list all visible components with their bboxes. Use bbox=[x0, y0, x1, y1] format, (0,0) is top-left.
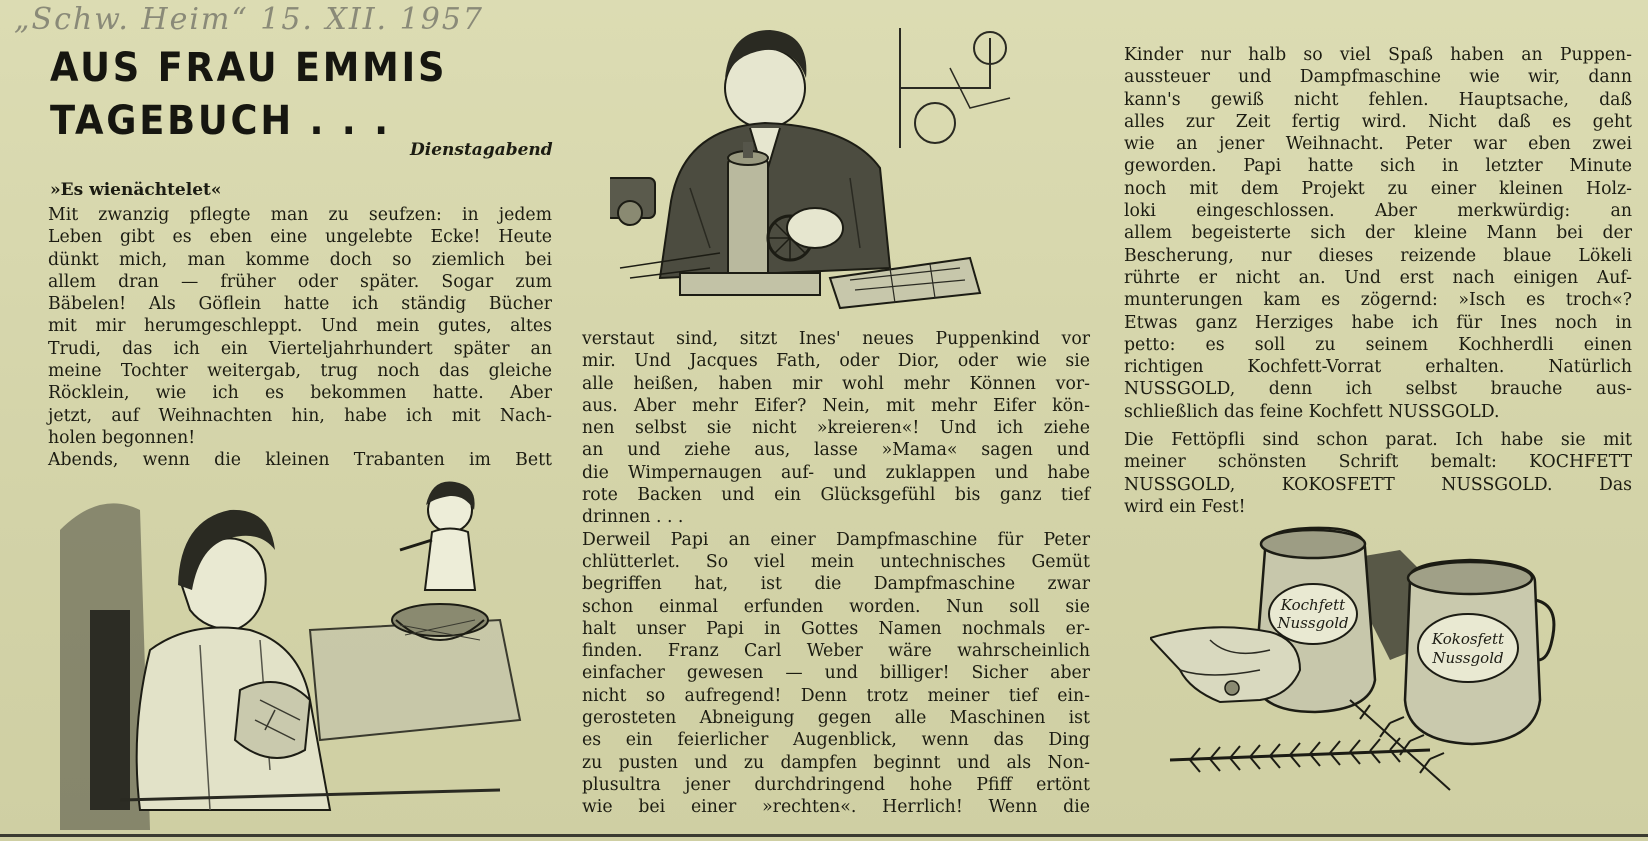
text-line: schon einmal erfunden worden. Nun soll sie bbox=[582, 596, 1090, 617]
text-line: rote Backen und ein Glücksgefühl bis ganz tief bbox=[582, 485, 1090, 506]
text-line: wird ein Fest! bbox=[1124, 496, 1246, 517]
text-line: alles zur Zeit fertig wird. Nicht daß es geht bbox=[1124, 111, 1632, 132]
text-line: NUSSGOLD, KOKOSFETT NUSSGOLD. Das bbox=[1124, 474, 1632, 495]
headline-line-2: TAGEBUCH . . . bbox=[50, 98, 391, 144]
text-line: schließlich das feine Kochfett NUSSGOLD. bbox=[1124, 401, 1500, 422]
text-line: meiner schönsten Schrift bemalt: KOCHFETT bbox=[1124, 452, 1632, 473]
text-line: NUSSGOLD, denn ich selbst brauche aus- bbox=[1124, 379, 1632, 400]
text-line: mit mir herumgeschleppt. Und mein gutes, altes bbox=[48, 316, 552, 337]
text-line: Kinder nur halb so viel Spaß haben an Puppen- bbox=[1124, 45, 1632, 65]
jar-label-right-line-1: Kokosfett bbox=[1431, 630, 1505, 648]
text-line: jetzt, auf Weihnachten hin, habe ich mit Nach- bbox=[48, 405, 552, 426]
text-line: dünkt mich, man komme doch so ziemlich bei bbox=[48, 249, 552, 270]
text-line: wie bei einer »rechten«. Herrlich! Wenn die bbox=[582, 797, 1090, 818]
text-line: munterungen kam es zögernd: »Isch es troch«? bbox=[1124, 290, 1632, 311]
nussgold-jars-illustration bbox=[1150, 520, 1620, 820]
text-line: gerosteten Abneigung gegen alle Maschinen ist bbox=[582, 708, 1090, 729]
mother-sewing-illustration bbox=[60, 470, 540, 830]
text-line: kann's gewiß nicht fehlen. Hauptsache, daß bbox=[1124, 89, 1632, 110]
text-line: Bäbelen! Als Göflein hatte ich ständig Bücher bbox=[48, 294, 552, 315]
text-line: wie an jener Weihnacht. Peter war eben zwei bbox=[1124, 134, 1632, 155]
text-line: halt unser Papi in Gottes Namen nochmals er- bbox=[582, 618, 1090, 639]
text-line: an und ziehe aus, lasse »Mama« sagen und bbox=[582, 440, 1090, 461]
headline bbox=[50, 42, 447, 148]
text-line: finden. Franz Carl Weber wäre wahrscheinlich bbox=[582, 641, 1090, 662]
text-line: Leben gibt es eben eine ungelebte Ecke! Heute bbox=[48, 227, 552, 248]
text-line: aus. Aber mehr Eifer? Nein, mit mehr Eifer kön- bbox=[582, 395, 1090, 416]
text-line: mir. Und Jacques Fath, oder Dior, oder wie sie bbox=[582, 351, 1090, 372]
text-line: es ein feierlicher Augenblick, wenn das Ding bbox=[582, 730, 1090, 751]
text-line: nen selbst sie nicht »kreieren«! Und ich ziehe bbox=[582, 418, 1090, 439]
jar-label-left-line-1: Kochfett bbox=[1280, 596, 1346, 614]
text-line: allem dran — früher oder später. Sogar zum bbox=[48, 271, 552, 292]
text-line: plusultra jener durchdringend hohe Pfiff ertönt bbox=[582, 774, 1090, 795]
text-line: geworden. Papi hatte sich in letzter Minute bbox=[1124, 156, 1632, 177]
father-steam-engine-illustration bbox=[610, 18, 1040, 320]
handwritten-note: „Schw. Heim“ 15. XII. 1957 bbox=[14, 2, 484, 37]
text-line: alle heißen, haben mir wohl mehr Können vor- bbox=[582, 373, 1090, 394]
text-line: holen begonnen! bbox=[48, 427, 196, 448]
dateline: Dienstagabend bbox=[410, 140, 553, 160]
text-line: nicht so aufregend! Denn trotz meiner tief ein- bbox=[582, 685, 1090, 706]
text-line: zu pusten und zu dampfen beginnt und als Non- bbox=[582, 752, 1090, 773]
text-line: Röcklein, wie ich es bekommen hatte. Aber bbox=[48, 383, 552, 404]
headline-line-1: AUS FRAU EMMIS bbox=[50, 45, 448, 91]
text-line: rührte er nicht an. Und erst nach einigen Auf- bbox=[1124, 267, 1632, 288]
column-2 bbox=[582, 328, 1090, 819]
bottom-rule bbox=[0, 834, 1648, 837]
text-line: allem begeisterte sich der kleine Mann bei der bbox=[1124, 223, 1632, 244]
text-line: loki eingeschlossen. Aber merkwürdig: an bbox=[1124, 201, 1632, 222]
text-line: drinnen . . . bbox=[582, 507, 684, 528]
text-line: Bescherung, nur dieses reizende blaue Lökeli bbox=[1124, 245, 1632, 266]
column-1 bbox=[48, 204, 552, 472]
text-line: petto: es soll zu seinem Kochherdli einen bbox=[1124, 334, 1632, 355]
jar-label-left-line-2: Nussgold bbox=[1277, 614, 1349, 632]
text-line: richtigen Kochfett-Vorrat erhalten. Natürlich bbox=[1124, 357, 1632, 378]
text-line: Abends, wenn die kleinen Trabanten im Bett bbox=[48, 450, 552, 471]
text-line: begriffen hat, ist die Dampfmaschine zwar bbox=[582, 574, 1090, 595]
subhead: »Es wienächtelet« bbox=[50, 180, 222, 200]
text-line: noch mit dem Projekt zu einer kleinen Holz- bbox=[1124, 178, 1632, 199]
text-line: verstaut sind, sitzt Ines' neues Puppenkind vor bbox=[582, 329, 1090, 349]
text-line: Etwas ganz Herziges habe ich für Ines noch in bbox=[1124, 312, 1632, 333]
text-line: Derweil Papi an einer Dampfmaschine für Peter bbox=[582, 529, 1090, 550]
text-line: einfacher gewesen — und billiger! Sicher aber bbox=[582, 663, 1090, 684]
text-line: Trudi, das ich ein Vierteljahrhundert später an bbox=[48, 338, 552, 359]
jar-label-right-line-2: Nussgold bbox=[1432, 649, 1504, 667]
text-line: Die Fettöpfli sind schon parat. Ich habe sie mit bbox=[1124, 430, 1632, 451]
text-line: die Wimpernaugen auf- und zuklappen und habe bbox=[582, 462, 1090, 483]
text-line: aussteuer und Dampfmaschine wie wir, dann bbox=[1124, 67, 1632, 88]
text-line: chlütterlet. So viel mein untechnisches Gemüt bbox=[582, 551, 1090, 572]
text-line: Mit zwanzig pflegte man zu seufzen: in jedem bbox=[48, 205, 552, 225]
column-3 bbox=[1124, 44, 1632, 518]
text-line: meine Tochter weitergab, trug noch das gleiche bbox=[48, 361, 552, 382]
